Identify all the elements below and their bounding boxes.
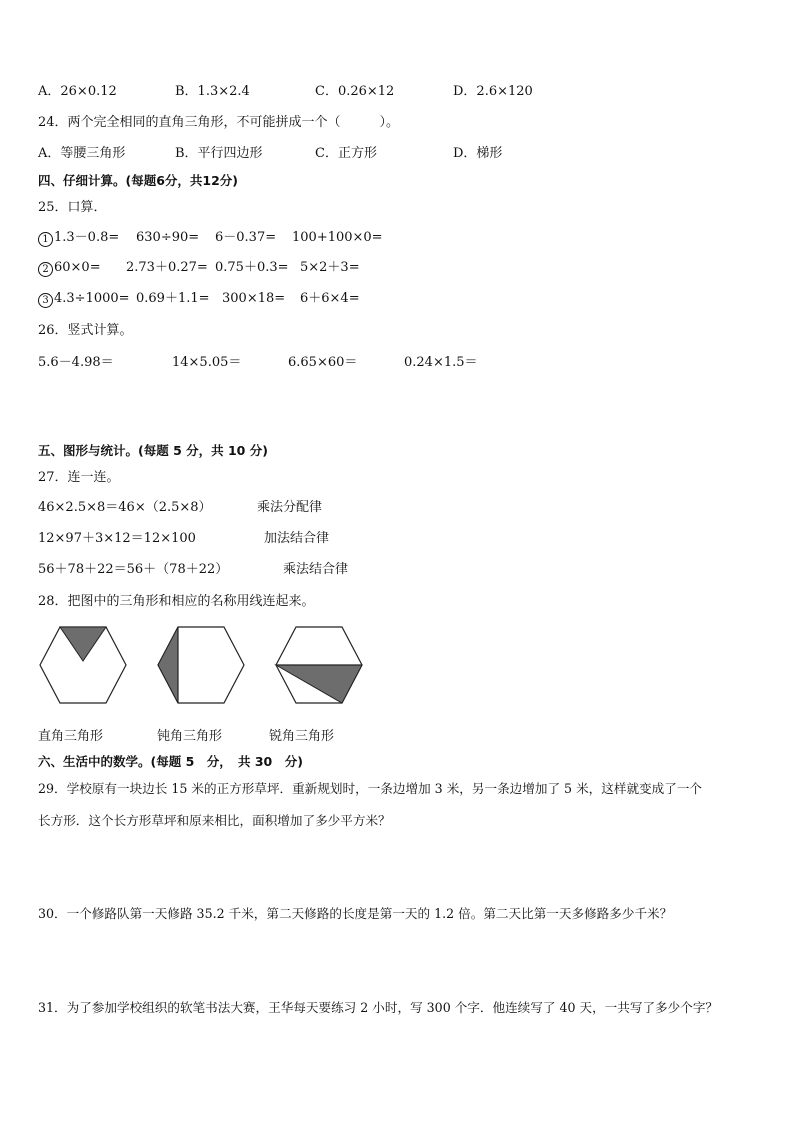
q25-item: 300×18= bbox=[222, 291, 286, 306]
circled-number-3: 3 bbox=[38, 293, 53, 308]
q28-stem: 28．把图中的三角形和相应的名称用线连起来。 bbox=[38, 594, 315, 609]
label-right-triangle[interactable]: 直角三角形 bbox=[38, 729, 104, 744]
q24-option-d[interactable]: D．梯形 bbox=[453, 146, 503, 161]
hexagon-figure-2[interactable] bbox=[156, 625, 246, 705]
q24-option-c[interactable]: C．正方形 bbox=[315, 146, 377, 161]
hexagon-figure-1[interactable] bbox=[38, 625, 128, 705]
q26-item: 5.6－4.98＝ bbox=[38, 355, 114, 370]
q25-item: 6＋6×4= bbox=[300, 291, 360, 306]
hexagon-figure-3[interactable] bbox=[274, 625, 364, 705]
label-acute-triangle[interactable]: 锐角三角形 bbox=[269, 729, 335, 744]
q25-item: 0.75＋0.3= bbox=[215, 260, 289, 275]
q25-item: 630÷90= bbox=[136, 230, 200, 245]
q23-option-b[interactable]: B．1.3×2.4 bbox=[175, 84, 250, 99]
q23-option-d[interactable]: D．2.6×120 bbox=[453, 84, 533, 99]
section-4-heading: 四、仔细计算。(每题6分，共12分) bbox=[38, 173, 239, 188]
section-6-heading: 六、生活中的数学。(每题 5 分， 共 30 分) bbox=[38, 754, 303, 769]
q26-stem: 26．竖式计算。 bbox=[38, 323, 133, 338]
q24-option-b[interactable]: B．平行四边形 bbox=[175, 146, 263, 161]
q26-item: 14×5.05＝ bbox=[172, 355, 242, 370]
q27-left-item-1[interactable]: 46×2.5×8＝46×（2.5×8） bbox=[38, 500, 212, 515]
q27-right-item-1[interactable]: 乘法分配律 bbox=[257, 500, 323, 515]
label-obtuse-triangle[interactable]: 钝角三角形 bbox=[157, 729, 223, 744]
q23-option-a[interactable]: A．26×0.12 bbox=[38, 84, 117, 99]
q27-stem: 27．连一连。 bbox=[38, 470, 120, 485]
q27-left-item-3[interactable]: 56＋78＋22＝56＋（78＋22） bbox=[38, 562, 229, 577]
q25-item: 4.3÷1000= bbox=[54, 291, 130, 306]
q27-right-item-3[interactable]: 乘法结合律 bbox=[283, 562, 349, 577]
q30-stem: 30．一个修路队第一天修路 35.2 千米，第二天修路的长度是第一天的 1.2 倍。第二天比第一天多修路多少千米？ bbox=[38, 906, 673, 921]
q25-item: 0.69＋1.1= bbox=[136, 291, 210, 306]
q25-item: 6－0.37= bbox=[215, 230, 277, 245]
q29-line-2: 长方形．这个长方形草坪和原来相比，面积增加了多少平方米？ bbox=[38, 813, 391, 828]
q25-item: 5×2＋3= bbox=[300, 260, 360, 275]
q26-item: 0.24×1.5＝ bbox=[404, 355, 478, 370]
q25-item: 1.3－0.8= bbox=[54, 230, 120, 245]
q25-item: 60×0= bbox=[54, 260, 101, 275]
q26-item: 6.65×60＝ bbox=[288, 355, 358, 370]
q27-left-item-2[interactable]: 12×97＋3×12＝12×100 bbox=[38, 531, 196, 546]
circled-number-1: 1 bbox=[38, 232, 53, 247]
q25-stem: 25．口算． bbox=[38, 200, 107, 215]
section-5-heading: 五、图形与统计。(每题 5 分，共 10 分) bbox=[38, 443, 268, 458]
circled-number-2: 2 bbox=[38, 262, 53, 277]
q31-stem: 31．为了参加学校组织的软笔书法大赛，王华每天要练习 2 小时，写 300 个字．他连续写了 40 天，一共写了多少个字？ bbox=[38, 1000, 719, 1015]
q27-right-item-2[interactable]: 加法结合律 bbox=[264, 531, 330, 546]
q24-option-a[interactable]: A．等腰三角形 bbox=[38, 146, 126, 161]
q24-stem: 24．两个完全相同的直角三角形，不可能拼成一个（ ）。 bbox=[38, 115, 400, 130]
q25-item: 100+100×0= bbox=[292, 230, 383, 245]
q29-line-1: 29．学校原有一块边长 15 米的正方形草坪．重新规划时，一条边增加 3 米，另一条边增加了 5 米，这样就变成了一个 bbox=[38, 781, 703, 796]
q23-option-c[interactable]: C．0.26×12 bbox=[315, 84, 395, 99]
q25-item: 2.73＋0.27= bbox=[126, 260, 208, 275]
